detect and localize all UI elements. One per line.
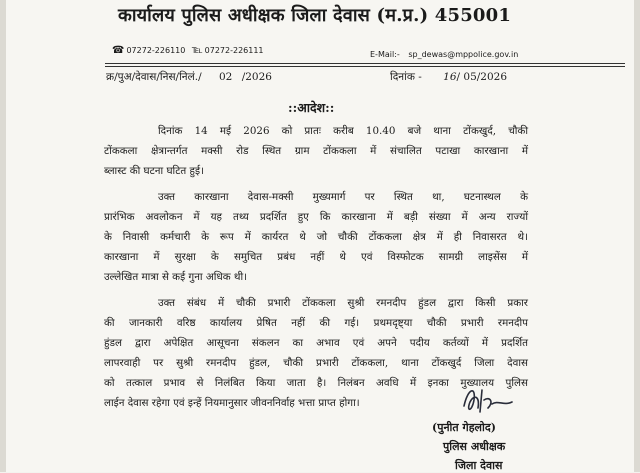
header-rule-top <box>105 63 625 64</box>
signatory-district: जिला देवास <box>455 459 503 472</box>
page-edge-left <box>0 0 6 472</box>
page-edge-right <box>634 0 640 472</box>
paragraph-2-line: उल्लेखित मात्रा से कई गुना अधिक थी। <box>104 271 248 283</box>
order-date <box>390 70 507 84</box>
email-label: E-Mail:- <box>370 50 400 59</box>
order-heading: ::आदेश:: <box>288 100 335 115</box>
signatory-designation: पुलिस अधीक्षक <box>443 440 506 453</box>
email-address: sp_dewas@mppolice.gov.in <box>408 50 519 59</box>
fax-number: 07272-226111 <box>204 46 264 55</box>
handwritten-signature <box>458 382 518 418</box>
date-label: दिनांक - <box>390 71 422 83</box>
reference-serial: 02 <box>218 71 233 83</box>
paragraph-2-line: उक्त कारखाना देवास-मक्सी मुख्यमार्ग पर स्थित था, घटनास्थल के <box>158 191 528 203</box>
paragraph-3-line: की जानकारी वरिष्ठ कार्यालय प्रेषित नहीं की गई। प्रथमदृष्ट्या चौकी प्रभारी रमनदीप <box>104 317 528 329</box>
paragraph-2-line: कारखाना में सुरक्षा के समुचित प्रबंध नहीं थे एवं विस्फोटक सामग्री लाइसेंस में <box>104 251 528 263</box>
phone-icon: ☎ <box>112 45 125 56</box>
date-month-year: / 05/2026 <box>456 71 508 83</box>
contact-email <box>370 50 518 59</box>
signatory-name: (पुनीत गेहलोद) <box>432 421 496 434</box>
office-title: कार्यालय पुलिस अधीक्षक जिला देवास (म.प्र.) 455001 <box>118 5 512 26</box>
paragraph-3-line: हुंडल द्वारा अपेक्षित आसूचना संकलन का अभाव एवं अपने पदीय कर्तव्यों में प्रदर्शित <box>104 337 528 349</box>
reference-number <box>106 70 272 84</box>
fax-icon: ℡ <box>191 45 203 56</box>
contact-phones <box>112 45 264 56</box>
phone-number: 07272-226110 <box>126 46 186 55</box>
paragraph-1-line: ब्लास्ट की घटना घटित हुई। <box>104 165 204 177</box>
paragraph-2-line: प्रारंभिक अवलोकन में यह तथ्य प्रदर्शित हुए कि कारखाना में बड़ी संख्या में अन्य राज्यों <box>104 211 528 223</box>
paragraph-3-line: को तत्काल प्रभाव से निलंबित किया जाता है। निलंबन अवधि में इनका मुख्यालय पुलिस <box>104 377 528 389</box>
paragraph-3-line: लाईन देवास रहेगा एवं इन्हें नियमानुसार जीवननिर्वाह भत्ता प्राप्त होगा। <box>104 397 360 409</box>
paragraph-1-line: टोंककला क्षेत्रान्तर्गत मक्सी रोड स्थित ग्राम टोंककला में संचालित पटाखा कारखाना में <box>104 145 528 157</box>
paragraph-3-line: लापरवाही पर सुश्री रमनदीप हुंडल, चौकी प्रभारी टोंककला, थाना टोंकखुर्द जिला देवास <box>104 357 528 369</box>
paragraph-3-line: उक्त संबंध में चौकी प्रभारी टोंककला सुश्री रमनदीप हुंडल द्वारा किसी प्रकार <box>158 297 528 309</box>
paragraph-2-line: के निवासी कर्मचारी के रूप में कार्यरत थे जो चौकी टोंककला क्षेत्र में ही निवासरत थे। <box>104 231 528 243</box>
paragraph-1-line: दिनांक 14 मई 2026 को प्रातः करीब 10.40 बजे थाना टोंकखुर्द, चौकी <box>158 125 528 137</box>
reference-prefix: क्र/पुअ/देवास/निस/निलं./ <box>106 71 202 83</box>
reference-year: /2026 <box>241 71 272 83</box>
header-rule-bottom <box>105 66 625 67</box>
date-day: 16 <box>443 71 457 83</box>
